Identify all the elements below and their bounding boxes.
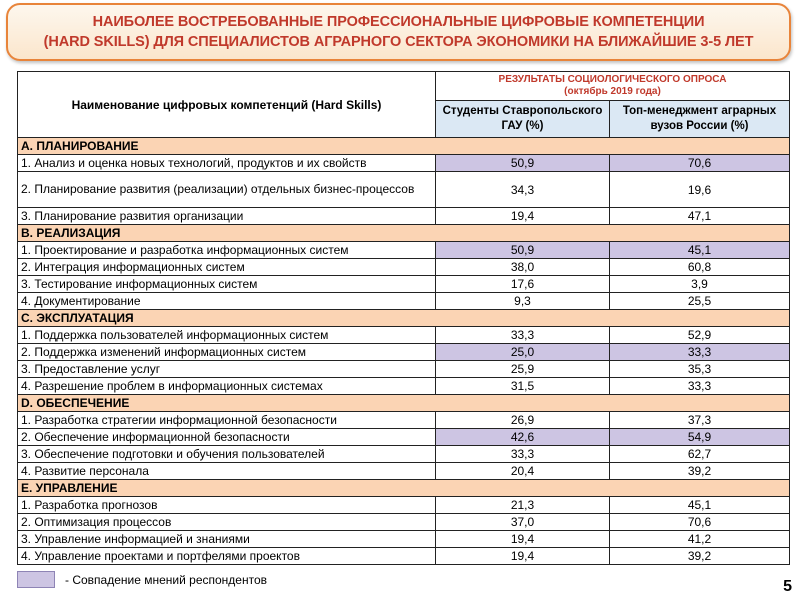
competency-name: 1. Разработка стратегии информационной безопасности bbox=[18, 412, 436, 429]
column-header-management: Топ-менеджмент аграрных вузов России (%) bbox=[610, 101, 790, 138]
section-row bbox=[18, 225, 790, 242]
competency-name: 1. Анализ и оценка новых технологий, продуктов и их свойств bbox=[18, 155, 436, 172]
survey-header-title: РЕЗУЛЬТАТЫ СОЦИОЛОГИЧЕСКОГО ОПРОСА bbox=[498, 74, 727, 85]
legend-text: - Совпадение мнений респондентов bbox=[65, 572, 268, 587]
management-value: 41,2 bbox=[610, 531, 790, 548]
management-value: 70,6 bbox=[610, 155, 790, 172]
competency-name: 3. Планирование развития организации bbox=[18, 208, 436, 225]
competency-name: 1. Проектирование и разработка информационных систем bbox=[18, 242, 436, 259]
students-value: 19,4 bbox=[436, 548, 610, 565]
management-value: 33,3 bbox=[610, 378, 790, 395]
students-value: 20,4 bbox=[436, 463, 610, 480]
table-row bbox=[18, 327, 790, 344]
table-row bbox=[18, 446, 790, 463]
survey-header bbox=[436, 72, 790, 101]
table-row bbox=[18, 531, 790, 548]
competency-name: 4. Развитие персонала bbox=[18, 463, 436, 480]
management-value: 33,3 bbox=[610, 344, 790, 361]
competency-name: 2. Поддержка изменений информационных систем bbox=[18, 344, 436, 361]
table-row bbox=[18, 242, 790, 259]
legend bbox=[17, 571, 267, 588]
table-row bbox=[18, 429, 790, 446]
students-value: 34,3 bbox=[436, 172, 610, 208]
competency-name: 3. Тестирование информационных систем bbox=[18, 276, 436, 293]
section-label: А. ПЛАНИРОВАНИЕ bbox=[18, 138, 790, 155]
column-header-competency: Наименование цифровых компетенций (Hard Skills) bbox=[18, 72, 436, 138]
competency-name: 4. Разрешение проблем в информационных системах bbox=[18, 378, 436, 395]
students-value: 42,6 bbox=[436, 429, 610, 446]
title-line-1: НАИБОЛЕЕ ВОСТРЕБОВАННЫЕ ПРОФЕССИОНАЛЬНЫЕ ЦИФРОВЫЕ КОМПЕТЕНЦИИ bbox=[92, 14, 705, 30]
table-row bbox=[18, 155, 790, 172]
management-value: 19,6 bbox=[610, 172, 790, 208]
table-row bbox=[18, 344, 790, 361]
students-value: 19,4 bbox=[436, 208, 610, 225]
competency-name: 2. Обеспечение информационной безопасности bbox=[18, 429, 436, 446]
students-value: 37,0 bbox=[436, 514, 610, 531]
column-header-students: Студенты Ставропольского ГАУ (%) bbox=[436, 101, 610, 138]
section-label: В. РЕАЛИЗАЦИЯ bbox=[18, 225, 790, 242]
table-row bbox=[18, 293, 790, 310]
competency-name: 3. Управление информацией и знаниями bbox=[18, 531, 436, 548]
survey-header-date: (октябрь 2019 года) bbox=[564, 86, 661, 97]
management-value: 62,7 bbox=[610, 446, 790, 463]
table-body bbox=[18, 138, 790, 565]
students-value: 33,3 bbox=[436, 327, 610, 344]
management-value: 25,5 bbox=[610, 293, 790, 310]
management-value: 39,2 bbox=[610, 548, 790, 565]
students-value: 38,0 bbox=[436, 259, 610, 276]
table-row bbox=[18, 412, 790, 429]
management-value: 3,9 bbox=[610, 276, 790, 293]
management-value: 39,2 bbox=[610, 463, 790, 480]
students-value: 26,9 bbox=[436, 412, 610, 429]
management-value: 45,1 bbox=[610, 242, 790, 259]
competency-name: 3. Обеспечение подготовки и обучения пользователей bbox=[18, 446, 436, 463]
table-row bbox=[18, 378, 790, 395]
students-value: 33,3 bbox=[436, 446, 610, 463]
competency-name: 4. Документирование bbox=[18, 293, 436, 310]
section-label: Е. УПРАВЛЕНИЕ bbox=[18, 480, 790, 497]
legend-swatch bbox=[17, 571, 55, 588]
page-number: 5 bbox=[783, 578, 792, 595]
table-row bbox=[18, 172, 790, 208]
competency-name: 1. Разработка прогнозов bbox=[18, 497, 436, 514]
students-value: 25,0 bbox=[436, 344, 610, 361]
section-row bbox=[18, 395, 790, 412]
management-value: 60,8 bbox=[610, 259, 790, 276]
management-value: 52,9 bbox=[610, 327, 790, 344]
table-row bbox=[18, 497, 790, 514]
management-value: 45,1 bbox=[610, 497, 790, 514]
title-line-2: (HARD SKILLS) ДЛЯ СПЕЦИАЛИСТОВ АГРАРНОГО СЕКТОРА ЭКОНОМИКИ НА БЛИЖАЙШИЕ 3-5 ЛЕТ bbox=[43, 34, 754, 50]
students-value: 17,6 bbox=[436, 276, 610, 293]
students-value: 19,4 bbox=[436, 531, 610, 548]
section-row bbox=[18, 138, 790, 155]
students-value: 9,3 bbox=[436, 293, 610, 310]
table-row bbox=[18, 548, 790, 565]
competency-name: 2. Планирование развития (реализации) отдельных бизнес-процессов bbox=[18, 172, 436, 208]
table-row bbox=[18, 259, 790, 276]
table-row bbox=[18, 361, 790, 378]
students-value: 21,3 bbox=[436, 497, 610, 514]
competency-name: 1. Поддержка пользователей информационных систем bbox=[18, 327, 436, 344]
table-row bbox=[18, 514, 790, 531]
students-value: 25,9 bbox=[436, 361, 610, 378]
competency-name: 2. Оптимизация процессов bbox=[18, 514, 436, 531]
table-row bbox=[18, 276, 790, 293]
section-label: С. ЭКСПЛУАТАЦИЯ bbox=[18, 310, 790, 327]
students-value: 31,5 bbox=[436, 378, 610, 395]
section-row bbox=[18, 480, 790, 497]
table-row bbox=[18, 208, 790, 225]
competency-name: 4. Управление проектами и портфелями проектов bbox=[18, 548, 436, 565]
management-value: 37,3 bbox=[610, 412, 790, 429]
management-value: 35,3 bbox=[610, 361, 790, 378]
competency-name: 3. Предоставление услуг bbox=[18, 361, 436, 378]
students-value: 50,9 bbox=[436, 155, 610, 172]
competency-name: 2. Интеграция информационных систем bbox=[18, 259, 436, 276]
table-row bbox=[18, 463, 790, 480]
management-value: 47,1 bbox=[610, 208, 790, 225]
section-row bbox=[18, 310, 790, 327]
title-banner bbox=[6, 3, 791, 61]
management-value: 70,6 bbox=[610, 514, 790, 531]
management-value: 54,9 bbox=[610, 429, 790, 446]
students-value: 50,9 bbox=[436, 242, 610, 259]
section-label: D. ОБЕСПЕЧЕНИЕ bbox=[18, 395, 790, 412]
competencies-table bbox=[17, 71, 790, 565]
